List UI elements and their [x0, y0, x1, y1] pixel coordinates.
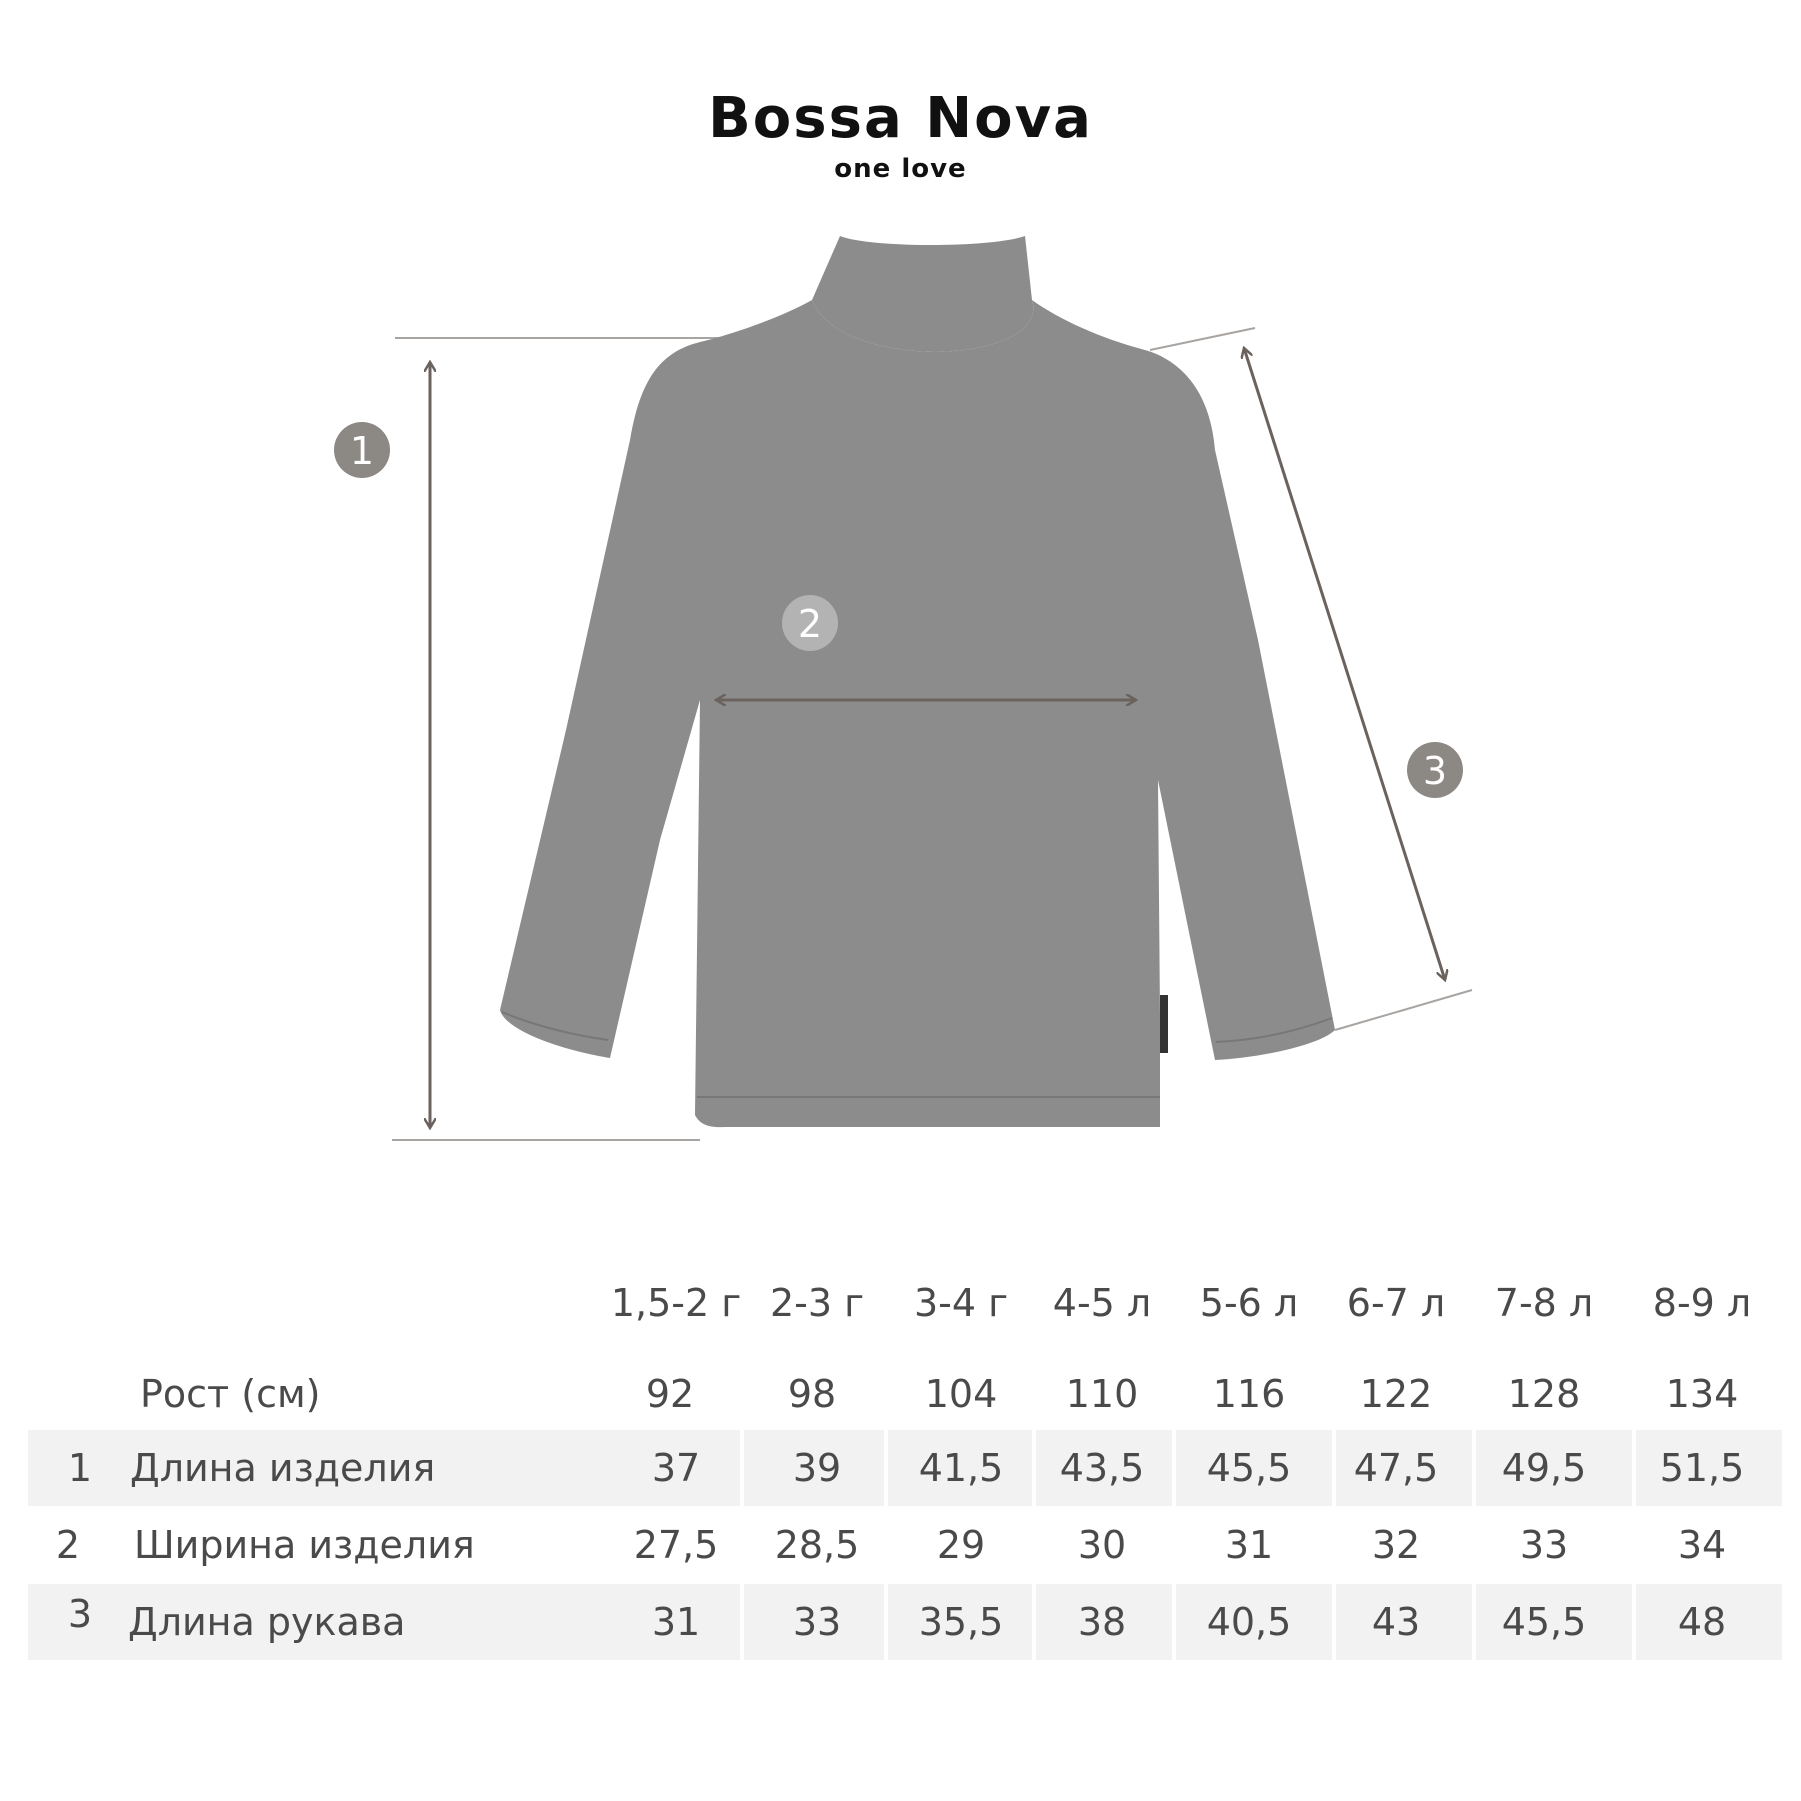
- row-label: Длина изделия: [130, 1446, 436, 1490]
- height-value: 104: [924, 1372, 998, 1416]
- table-cell: 33: [792, 1600, 842, 1644]
- size-header: 7-8 л: [1494, 1281, 1594, 1325]
- size-header: 4-5 л: [1052, 1281, 1152, 1325]
- table-row-sleeve: [28, 1584, 1782, 1660]
- table-cell: 31: [1224, 1523, 1274, 1567]
- height-value: 98: [787, 1372, 837, 1416]
- table-cell: 40,5: [1206, 1600, 1292, 1644]
- table-cell: 37: [651, 1446, 701, 1490]
- guide-line-shoulder: [1150, 328, 1255, 350]
- table-cell: 38: [1077, 1600, 1127, 1644]
- label-tag: [1160, 995, 1168, 1053]
- row-label: Длина рукава: [128, 1600, 406, 1644]
- turtleneck-sweater-icon: [500, 236, 1335, 1127]
- height-value: 110: [1065, 1372, 1139, 1416]
- table-cell: 51,5: [1659, 1446, 1745, 1490]
- table-cell: 48: [1677, 1600, 1727, 1644]
- size-header: 1,5-2 г: [610, 1281, 742, 1325]
- badge-3: [1407, 742, 1463, 798]
- height-value: 128: [1507, 1372, 1581, 1416]
- table-cell: 49,5: [1501, 1446, 1587, 1490]
- size-header: 2-3 г: [769, 1281, 865, 1325]
- table-cell: 39: [792, 1446, 842, 1490]
- row-number: 3: [67, 1592, 93, 1636]
- table-row-length: [28, 1430, 1782, 1506]
- table-cell: 41,5: [918, 1446, 1004, 1490]
- size-header: 3-4 г: [913, 1281, 1009, 1325]
- table-cell: 45,5: [1206, 1446, 1292, 1490]
- table-cell: 32: [1371, 1523, 1421, 1567]
- table-cell: 43: [1371, 1600, 1421, 1644]
- row-number: 2: [55, 1523, 81, 1567]
- table-cell: 28,5: [774, 1523, 860, 1567]
- size-header: 8-9 л: [1652, 1281, 1752, 1325]
- table-cell: 27,5: [633, 1523, 719, 1567]
- table-row-width: [28, 1507, 1782, 1583]
- height-value: 92: [645, 1372, 695, 1416]
- row-label: Ширина изделия: [134, 1523, 475, 1567]
- badge-2: [782, 595, 838, 651]
- height-value: 116: [1212, 1372, 1286, 1416]
- table-cell: 34: [1677, 1523, 1727, 1567]
- table-cell: 33: [1519, 1523, 1569, 1567]
- table-cell: 31: [651, 1600, 701, 1644]
- height-value: 134: [1665, 1372, 1739, 1416]
- badge-1-label: 1: [349, 429, 375, 473]
- row-number: 1: [67, 1446, 93, 1490]
- height-label: Рост (см): [140, 1372, 321, 1416]
- size-header: 5-6 л: [1199, 1281, 1299, 1325]
- badge-1: [334, 422, 390, 478]
- brand-name: Bossa Nova: [708, 86, 1093, 151]
- table-cell: 43,5: [1059, 1446, 1145, 1490]
- size-header: 6-7 л: [1346, 1281, 1446, 1325]
- table-cell: 29: [936, 1523, 986, 1567]
- table-cell: 47,5: [1353, 1446, 1439, 1490]
- table-cell: 30: [1077, 1523, 1127, 1567]
- badge-2-label: 2: [797, 602, 823, 646]
- table-cell: 35,5: [918, 1600, 1004, 1644]
- badge-3-label: 3: [1422, 749, 1448, 793]
- table-cell: 45,5: [1501, 1600, 1587, 1644]
- guide-line-cuff: [1335, 990, 1472, 1030]
- height-value: 122: [1359, 1372, 1433, 1416]
- brand-tagline: one love: [834, 154, 967, 184]
